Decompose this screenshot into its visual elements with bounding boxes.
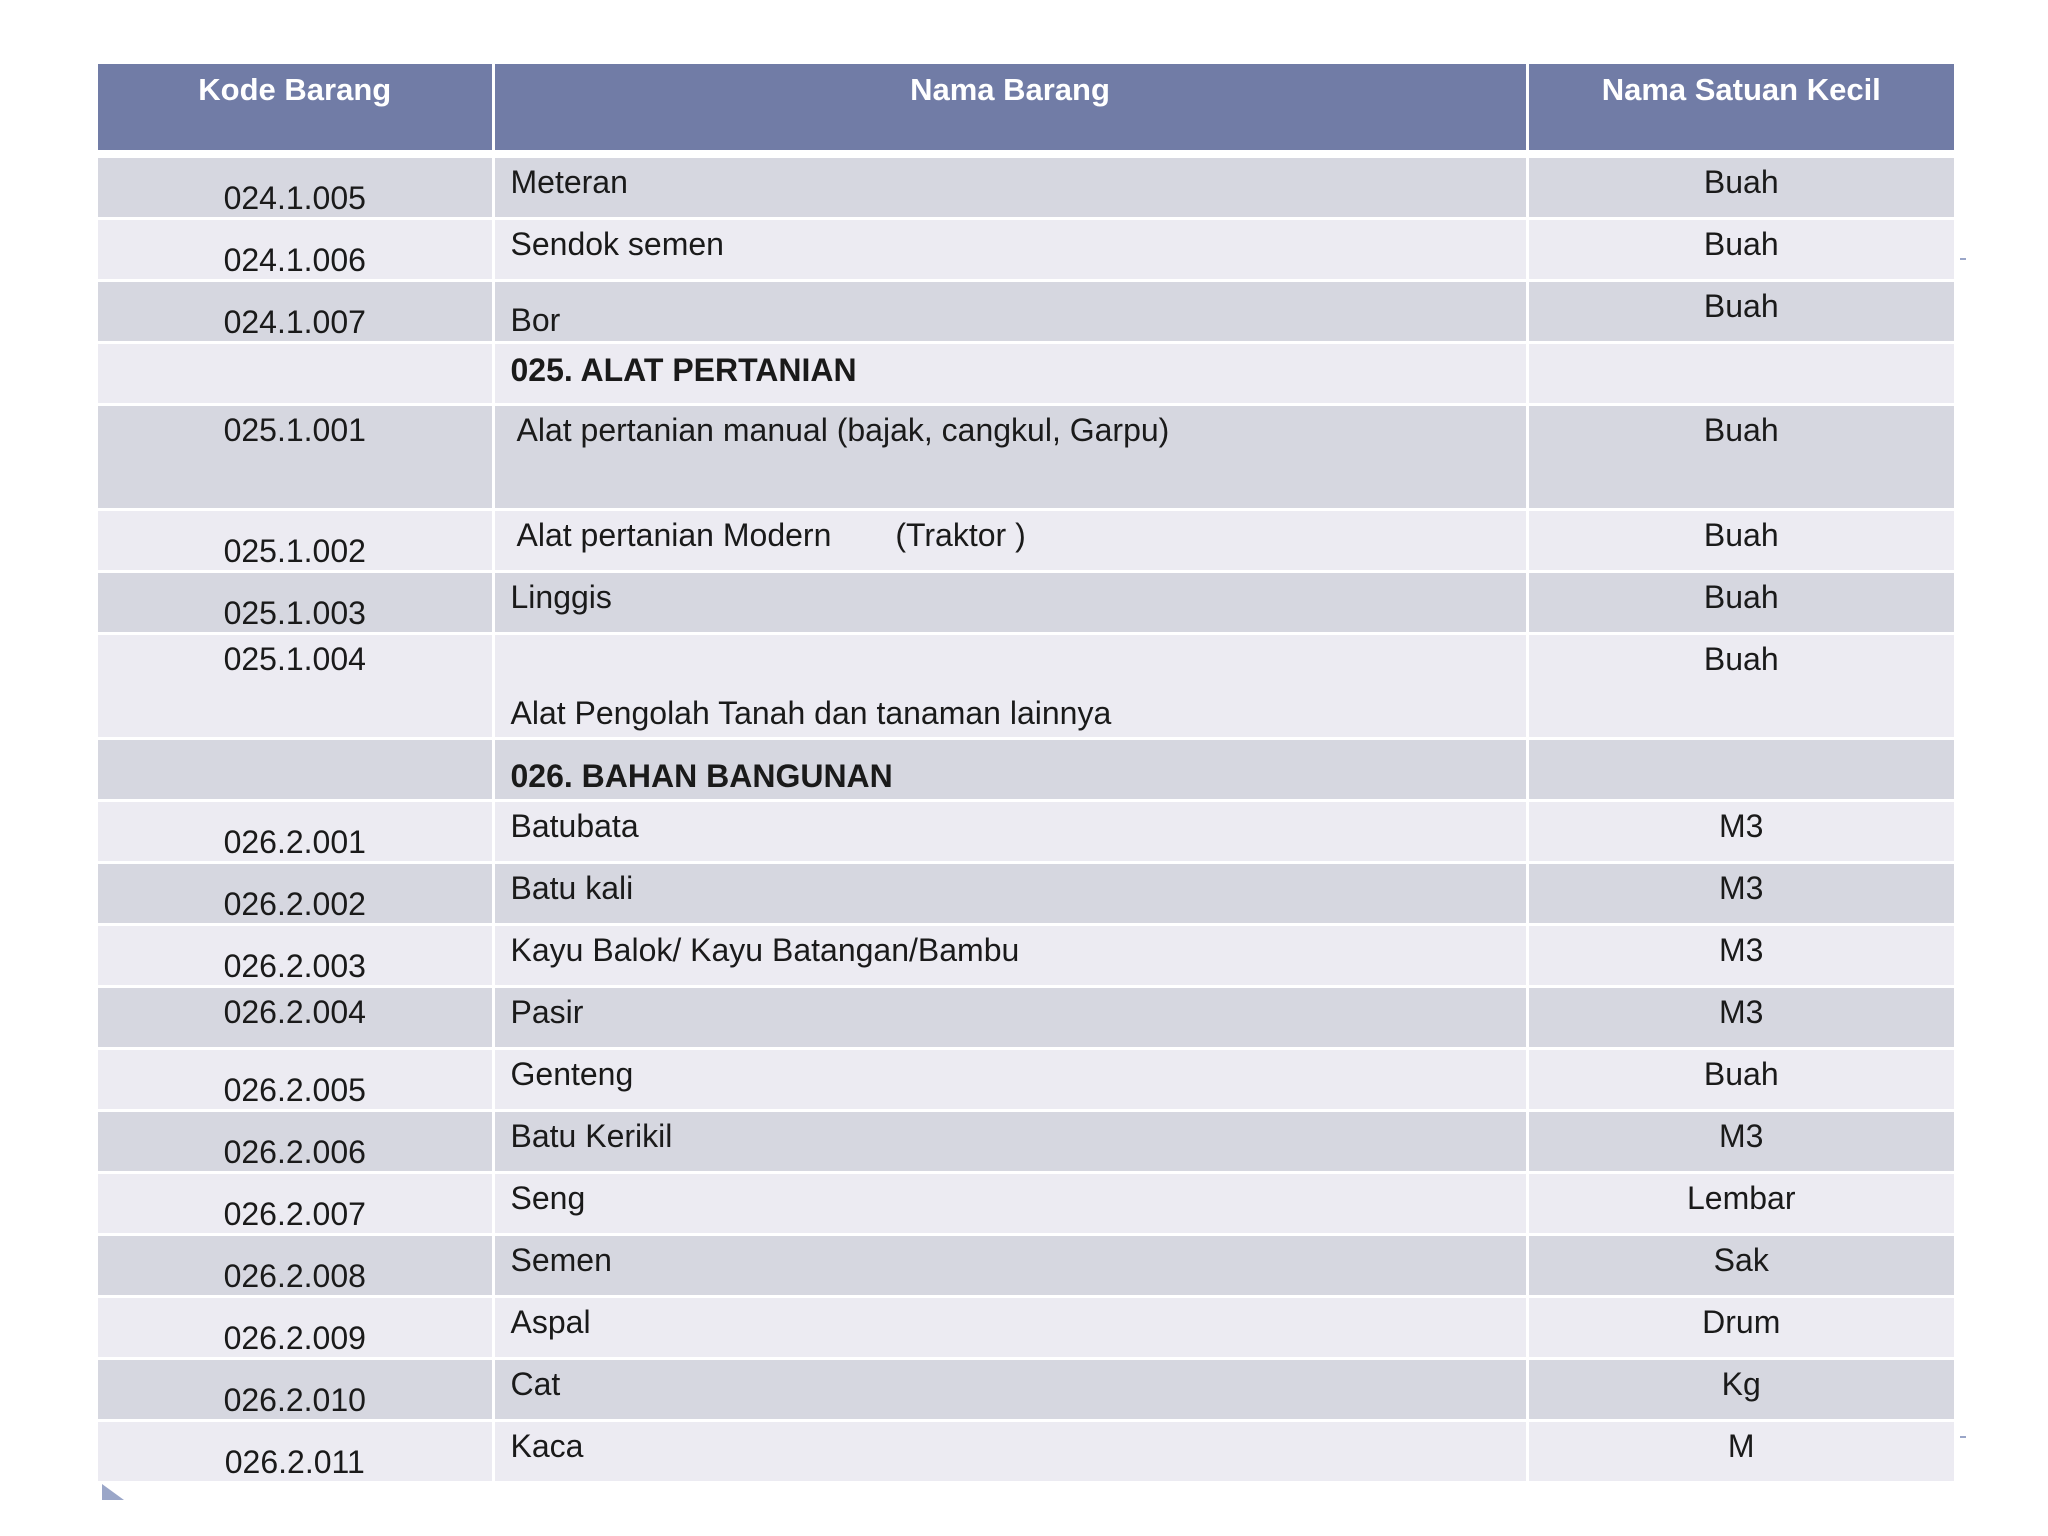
- table-row: [98, 154, 1954, 219]
- item-unit: [1527, 343, 1954, 405]
- table-row: [98, 863, 1954, 925]
- section-title: 025. ALAT PERTANIAN: [493, 343, 1527, 405]
- item-code: 026.2.010: [98, 1359, 493, 1421]
- item-table: [98, 64, 1954, 1484]
- table-row: [98, 801, 1954, 863]
- item-code: 026.2.002: [98, 863, 493, 925]
- table-row: [98, 405, 1954, 510]
- table-row: [98, 1049, 1954, 1111]
- table-row: [98, 510, 1954, 572]
- item-name: Alat pertanian Modern: [516, 517, 832, 553]
- item-name: Batu Kerikil: [493, 1111, 1527, 1173]
- item-code: 024.1.006: [98, 219, 493, 281]
- item-name: Kaca: [493, 1421, 1527, 1483]
- item-unit: Buah: [1527, 634, 1954, 739]
- item-code: 026.2.009: [98, 1297, 493, 1359]
- header-name: Nama Barang: [493, 64, 1527, 154]
- item-unit: Buah: [1527, 510, 1954, 572]
- item-unit: Buah: [1527, 405, 1954, 510]
- item-unit: Lembar: [1527, 1173, 1954, 1235]
- section-row: [98, 739, 1954, 801]
- item-code: 025.1.003: [98, 572, 493, 634]
- item-name-extra: (Traktor ): [895, 517, 1026, 553]
- table-row: [98, 1111, 1954, 1173]
- table-row: [98, 1235, 1954, 1297]
- item-code: 025.1.004: [98, 634, 493, 739]
- item-name: Batu kali: [493, 863, 1527, 925]
- item-code: 026.2.008: [98, 1235, 493, 1297]
- item-unit: M3: [1527, 801, 1954, 863]
- header-unit: Nama Satuan Kecil: [1527, 64, 1954, 154]
- item-unit: Buah: [1527, 281, 1954, 343]
- item-unit: Buah: [1527, 219, 1954, 281]
- item-name: Meteran: [493, 154, 1527, 219]
- item-name: Kayu Balok/ Kayu Batangan/Bambu: [493, 925, 1527, 987]
- item-name: Cat: [493, 1359, 1527, 1421]
- item-code: 025.1.001: [98, 405, 493, 510]
- item-unit: Buah: [1527, 154, 1954, 219]
- table-row: [98, 281, 1954, 343]
- item-code: 026.2.006: [98, 1111, 493, 1173]
- item-name: Seng: [493, 1173, 1527, 1235]
- item-name: Sendok semen: [493, 219, 1527, 281]
- item-name: Bor: [493, 281, 1527, 343]
- table-row: [98, 987, 1954, 1049]
- item-code: 024.1.005: [98, 154, 493, 219]
- section-row: [98, 343, 1954, 405]
- item-unit: M3: [1527, 1111, 1954, 1173]
- table-row: [98, 572, 1954, 634]
- table-row: [98, 219, 1954, 281]
- item-unit: Buah: [1527, 1049, 1954, 1111]
- item-name: Pasir: [493, 987, 1527, 1049]
- item-unit: M3: [1527, 925, 1954, 987]
- item-code: 026.2.007: [98, 1173, 493, 1235]
- corner-triangle-decoration: [102, 1484, 124, 1500]
- item-name: Genteng: [493, 1049, 1527, 1111]
- item-code: 024.1.007: [98, 281, 493, 343]
- item-unit: Kg: [1527, 1359, 1954, 1421]
- table-row: [98, 1359, 1954, 1421]
- item-unit: Sak: [1527, 1235, 1954, 1297]
- item-name: Aspal: [493, 1297, 1527, 1359]
- item-name-cell: [493, 510, 1527, 572]
- item-name: Linggis: [493, 572, 1527, 634]
- section-title: 026. BAHAN BANGUNAN: [493, 739, 1527, 801]
- item-unit: M3: [1527, 863, 1954, 925]
- item-code: [98, 739, 493, 801]
- table-row: [98, 1297, 1954, 1359]
- item-code: 025.1.002: [98, 510, 493, 572]
- item-name: Batubata: [493, 801, 1527, 863]
- table-row: [98, 925, 1954, 987]
- item-name: Alat Pengolah Tanah dan tanaman lainnya: [493, 634, 1527, 739]
- item-name: Alat pertanian manual (bajak, cangkul, Garpu): [493, 405, 1527, 510]
- item-name: Semen: [493, 1235, 1527, 1297]
- item-code: 026.2.011: [98, 1421, 493, 1483]
- header-code: Kode Barang: [98, 64, 493, 154]
- item-unit: [1527, 739, 1954, 801]
- item-unit: M3: [1527, 987, 1954, 1049]
- item-unit: Drum: [1527, 1297, 1954, 1359]
- table-header-row: [98, 64, 1954, 154]
- item-unit: Buah: [1527, 572, 1954, 634]
- item-code: 026.2.005: [98, 1049, 493, 1111]
- item-code: 026.2.004: [98, 987, 493, 1049]
- table-row: [98, 634, 1954, 739]
- item-code: 026.2.003: [98, 925, 493, 987]
- table-row: [98, 1173, 1954, 1235]
- edge-tick-decoration: [1960, 1436, 1966, 1438]
- item-code: 026.2.001: [98, 801, 493, 863]
- table-row: [98, 1421, 1954, 1483]
- item-unit: M: [1527, 1421, 1954, 1483]
- item-code: [98, 343, 493, 405]
- edge-tick-decoration: [1960, 258, 1966, 260]
